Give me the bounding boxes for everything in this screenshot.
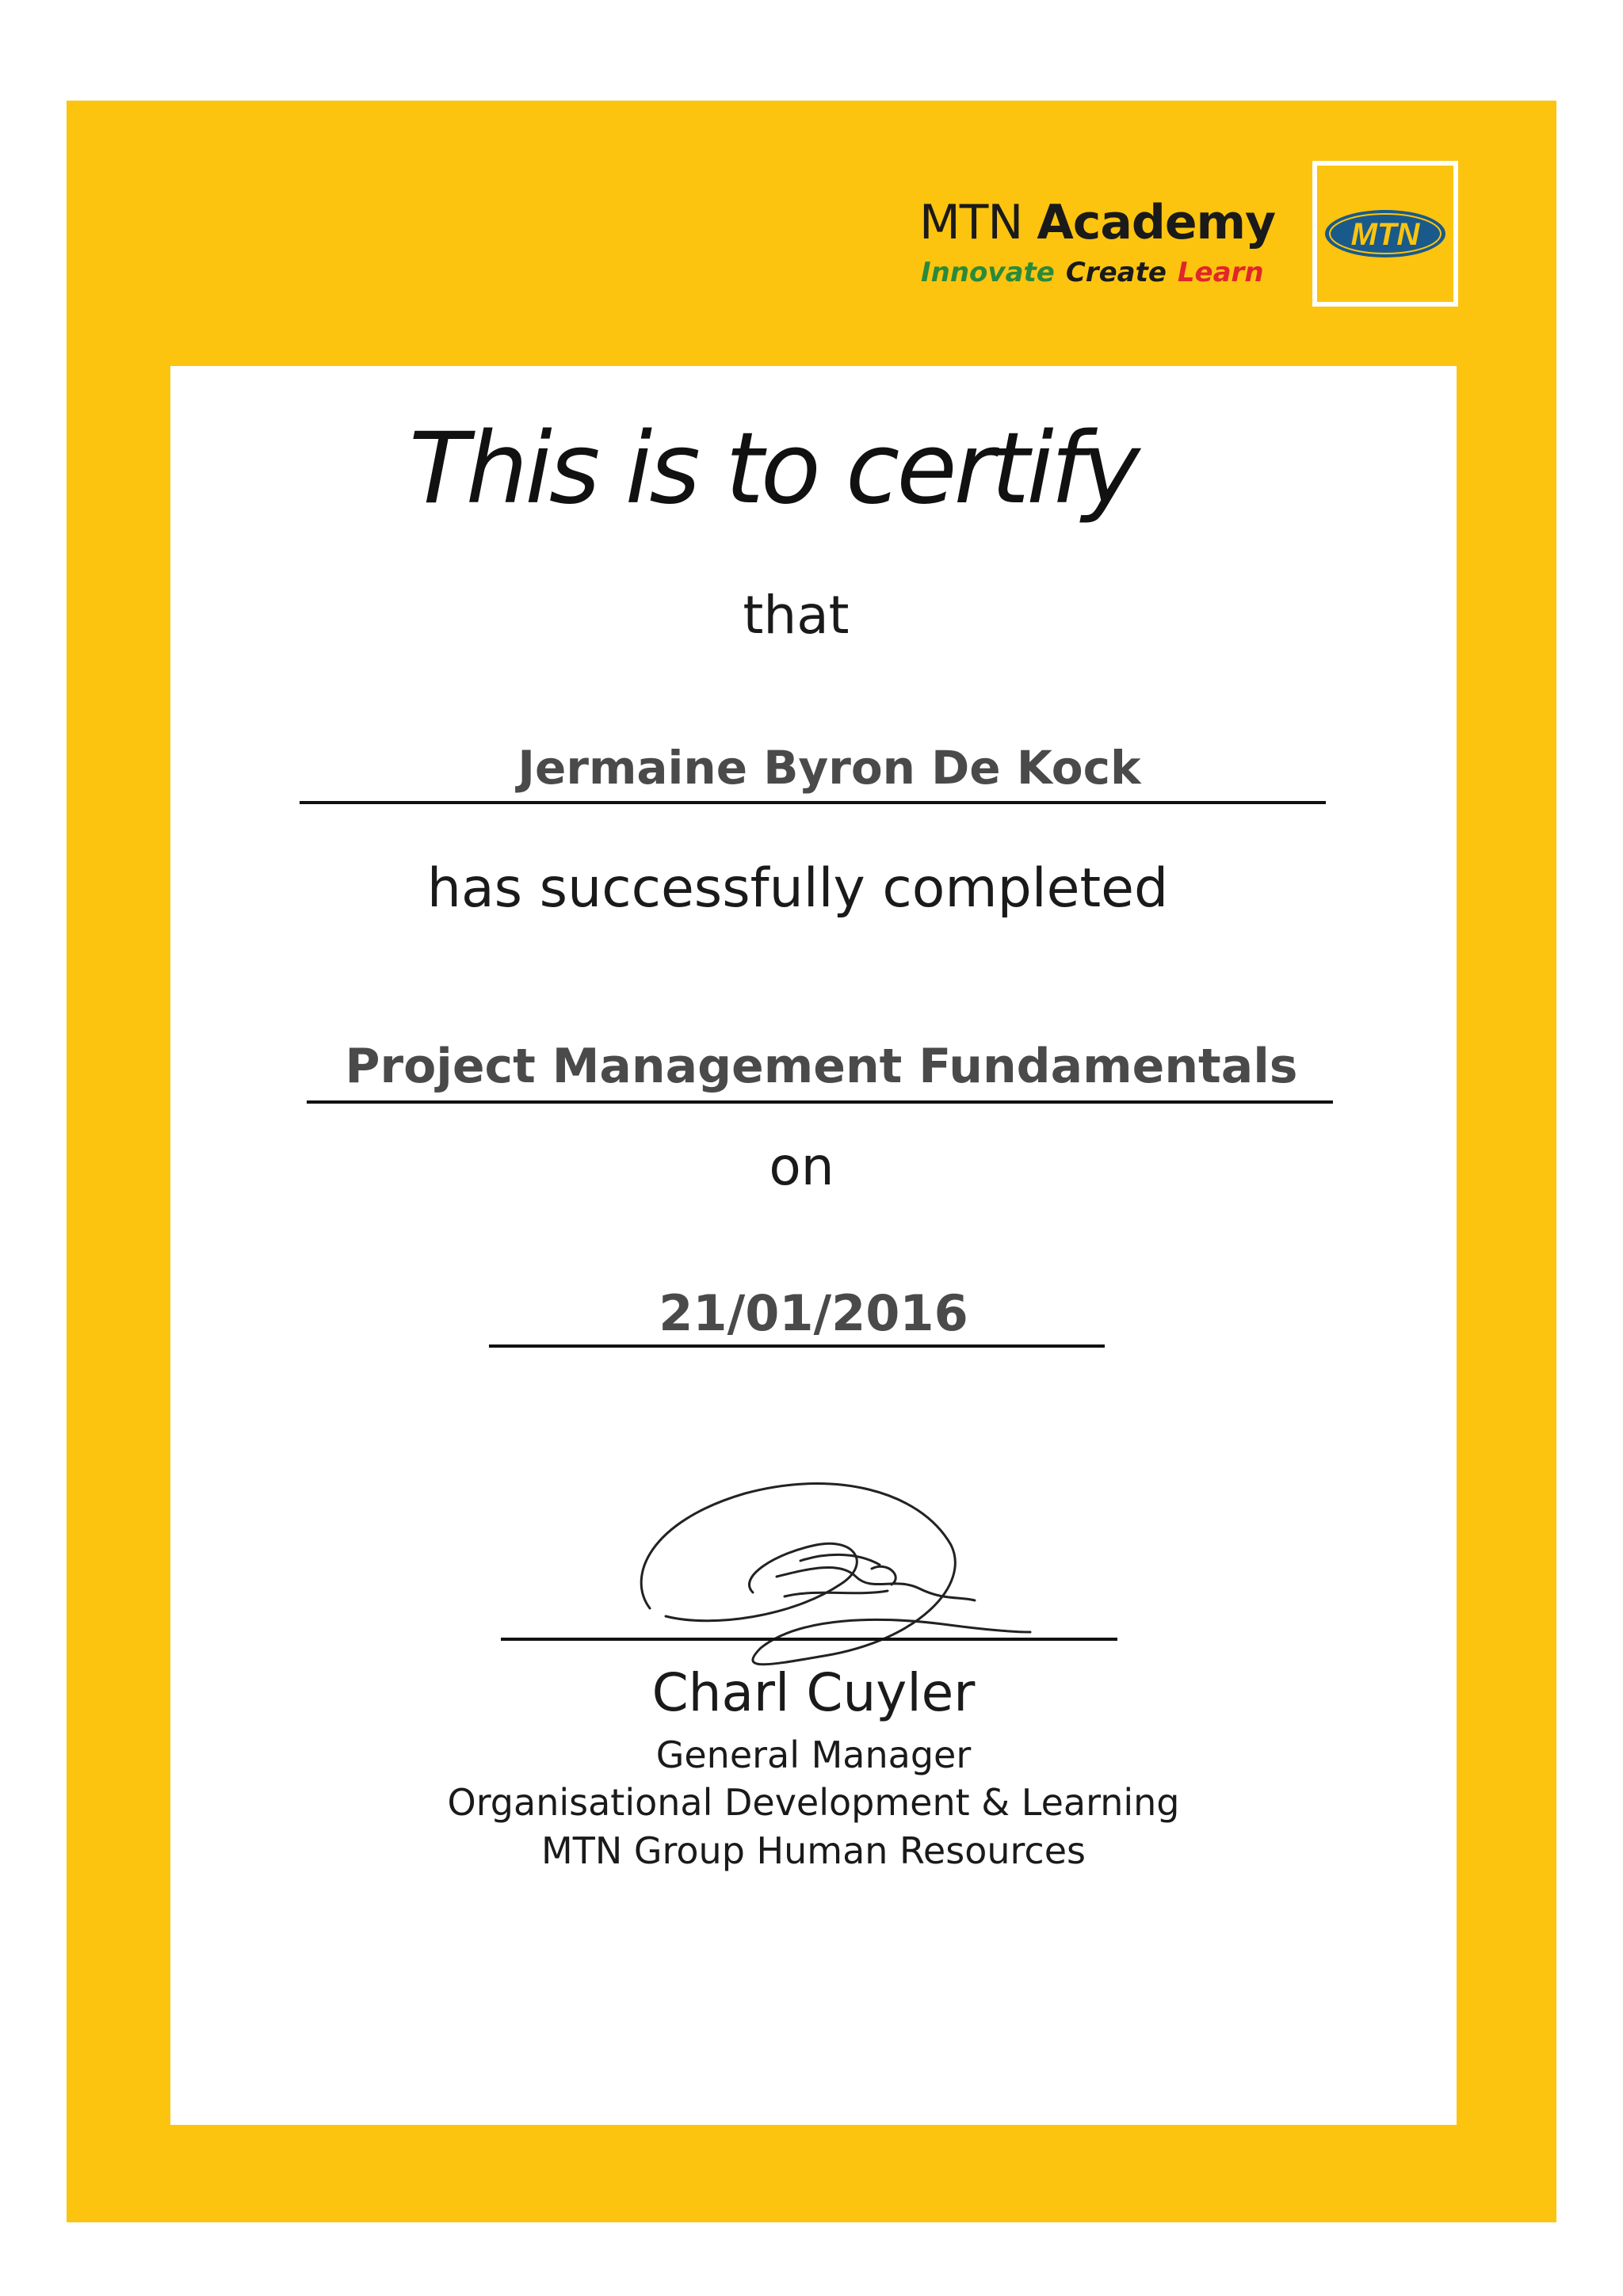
- completed-text: has successfully completed: [426, 857, 1169, 920]
- signatory-department: Organisational Development & Learning: [447, 1781, 1180, 1824]
- signatory-name: Charl Cuyler: [651, 1662, 976, 1723]
- on-text: on: [769, 1136, 834, 1197]
- that-text: that: [743, 585, 850, 646]
- signatory-division: MTN Group Human Resources: [541, 1829, 1086, 1872]
- mtn-logo-text: MTN: [1350, 217, 1420, 252]
- mtn-logo-icon: [1312, 161, 1458, 307]
- recipient-underline: [300, 801, 1326, 804]
- signature-underline: [501, 1638, 1117, 1641]
- recipient-name: Jermaine Byron De Kock: [517, 741, 1141, 795]
- signature-icon: [618, 1458, 1062, 1695]
- date-underline: [489, 1344, 1105, 1348]
- signatory-title: General Manager: [655, 1733, 972, 1776]
- course-name: Project Management Fundamentals: [345, 1039, 1298, 1094]
- tagline-learn: Learn: [1177, 257, 1264, 288]
- tagline-create: Create: [1065, 257, 1167, 288]
- tagline-innovate: Innovate: [921, 257, 1055, 288]
- academy-prefix: MTN: [919, 195, 1037, 250]
- academy-bold: Academy: [1037, 195, 1276, 250]
- completion-date: 21/01/2016: [659, 1284, 968, 1342]
- academy-name: [919, 195, 1275, 250]
- headline: This is to certify: [409, 412, 1137, 526]
- tagline: [921, 257, 1275, 288]
- course-underline: [307, 1100, 1333, 1104]
